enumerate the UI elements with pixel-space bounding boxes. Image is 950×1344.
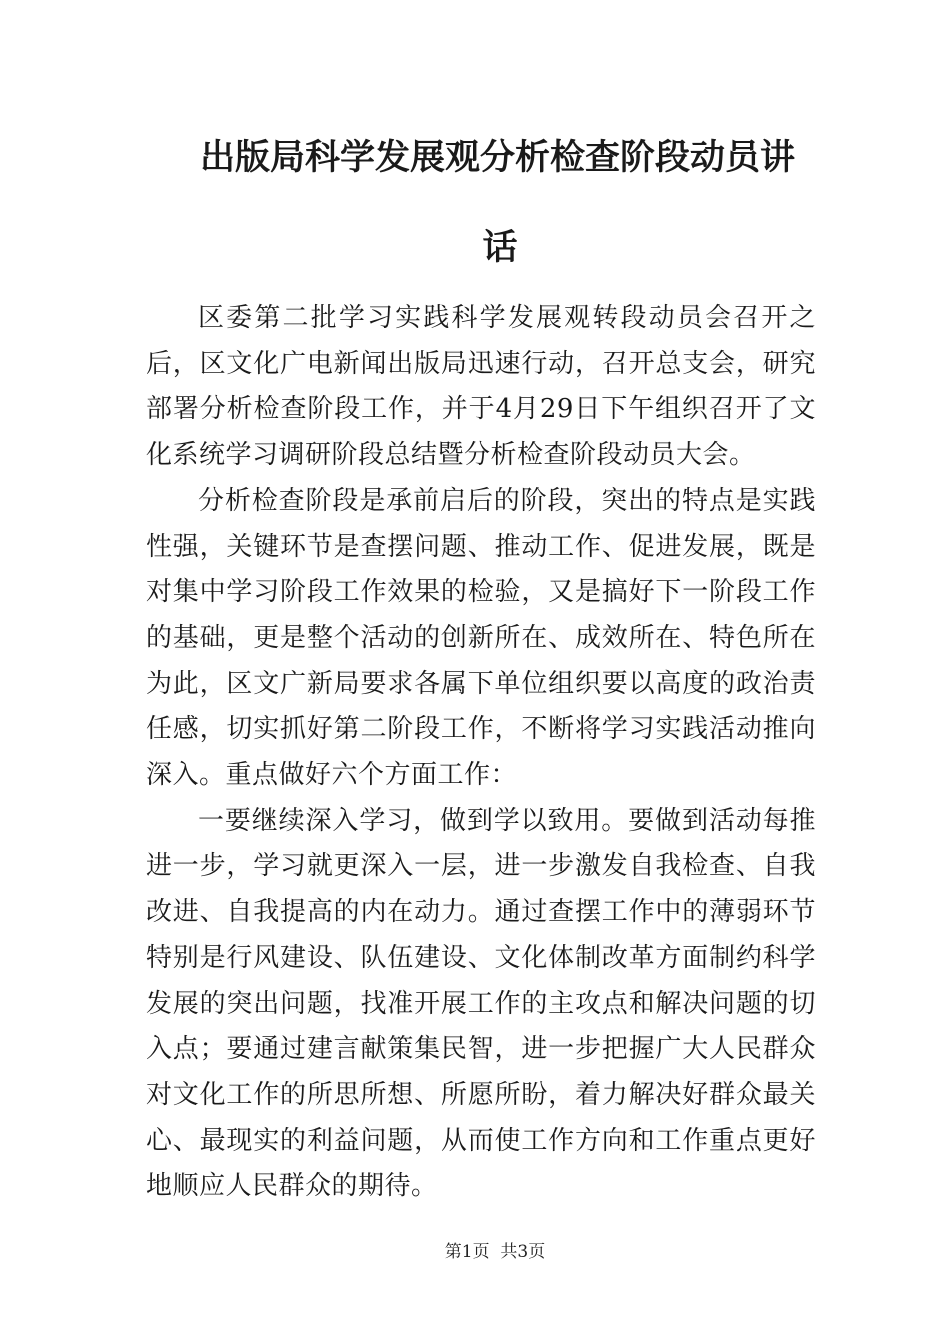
paragraph-3: 一要继续深入学习，做到学以致用。要做到活动每推进一步，学习就更深入一层，进一步激发自我检查、自我改进、自我提高的内在动力。通过查摆工作中的薄弱环节特别是行风建设、队伍建设、文化体制改革方面制约科学发展的突出问题，找准开展工作的主攻点和解决问题的切入点；要通过建言献策集民智，进一步把握广大人民群众对文化工作的所思所想、所愿所盼，着力解决好群众最关心、最现实的利益问题，从而使工作方向和工作重点更好地顺应人民群众的期待。 <box>146 805 816 1202</box>
paragraph-2: 分析检查阶段是承前启后的阶段，突出的特点是实践性强，关键环节是查摆问题、推动工作、促进发展，既是对集中学习阶段工作效果的检验，又是搞好下一阶段工作的基础，更是整个活动的创新所在、成效所在、特色所在为此，区文广新局要求各属下单位组织要以高度的政治责任感，切实抓好第二阶段工作，不断将学习实践活动推向深入。重点做好六个方面工作： <box>146 485 816 791</box>
paragraph-1: 区委第二批学习实践科学发展观转段动员会召开之后，区文化广电新闻出版局迅速行动，召开总支会，研究部署分析检查阶段工作，并于4月29日下午组织召开了文化系统学习调研阶段总结暨分析检查阶段动员大会。 <box>146 303 816 471</box>
page-footer: 第1页 共3页 <box>444 1242 546 1262</box>
document-title-line-2: 话 <box>482 227 518 268</box>
document-body <box>146 296 816 1210</box>
document-title-line-1: 出版局科学发展观分析检查阶段动员讲 <box>200 137 796 178</box>
